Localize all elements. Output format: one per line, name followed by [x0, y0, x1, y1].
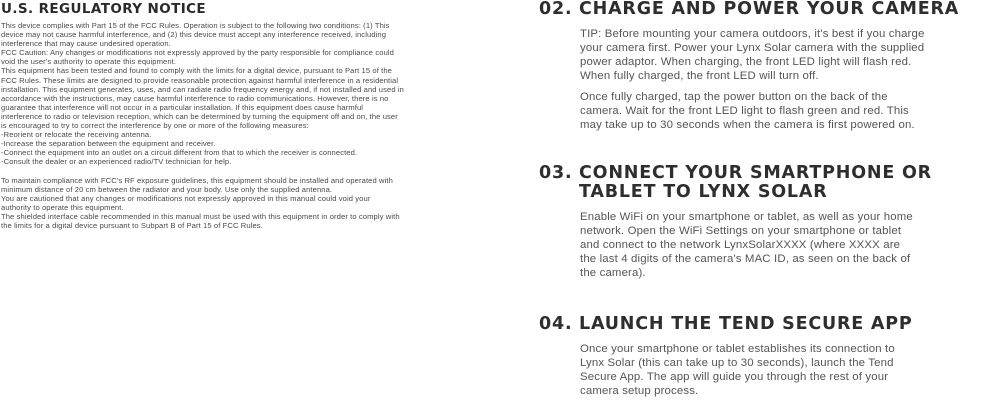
notice-line: The shielded interface cable recommended in this manual must be used with this equipment in order to comply with	[1, 211, 400, 221]
step-heading	[539, 315, 913, 334]
notice-line: is encouraged to try to correct the interference by one or more of the following measures:	[1, 121, 309, 131]
regulatory-notice-body	[1, 21, 471, 230]
step-03	[539, 164, 932, 280]
notice-line: guarantee that interference will not occur in a particular installation. If this equipment does cause harmful	[1, 102, 364, 112]
notice-line: FCC Rules. These limits are designed to provide reasonable protection against harmful interference in a residential	[1, 75, 399, 85]
step-body: TIP: Before mounting your camera outdoors, it's best if you charge your camera first. Power your Lynx Solar camera with the supplied power adaptor. When charging, the front LED light will flash red. When fully charged, the front LED will turn off. Once fully charged, tap the power button on the back of the camera. Wait for the front LED light to flash green and red. This may take up to 30 seconds when the camera is first powered on.	[580, 28, 925, 131]
step-02	[539, 0, 959, 132]
step-title: CONNECT YOUR SMARTPHONE OR TABLET TO LYNX SOLAR	[579, 163, 932, 202]
step-heading	[539, 164, 932, 202]
notice-line: authority to operate this equipment.	[1, 202, 124, 212]
notice-line: This device complies with Part 15 of the FCC Rules. Operation is subject to the following two conditions: (1) This	[1, 21, 390, 30]
step-number: 04.	[539, 314, 573, 334]
notice-line: interference to radio or television reception, which can be determined by turning the equipment off and on, the user	[1, 111, 398, 121]
step-number: 02.	[539, 0, 573, 19]
step-04	[539, 315, 913, 398]
notice-line: device may not cause harmful interference, and (2) this device must accept any interference received, including	[1, 30, 387, 40]
notice-line: installation. This equipment generates, uses, and can radiate radio frequency energy and, if not installed and used in	[1, 84, 404, 94]
step-number: 03.	[539, 163, 573, 183]
notice-measure: -Connect the equipment into an outlet on a circuit different from that to which the receiver is connected.	[1, 148, 358, 158]
notice-line: This equipment has been tested and found to comply with the limits for a digital device, pursuant to Part 15 of the	[1, 66, 392, 76]
notice-line: the limits for a digital device pursuant to Subpart B of Part 15 of FCC Rules.	[1, 220, 263, 230]
step-body: Once your smartphone or tablet establishes its connection to Lynx Solar (this can take up to 30 seconds), launch the Tend Secure App. The app will guide you through the rest of your camera setup process.	[580, 343, 895, 397]
regulatory-notice-title: U.S. REGULATORY NOTICE	[1, 1, 207, 17]
notice-line: To maintain compliance with FCC's RF exposure guidelines, this equipment should be installed and operated with	[1, 175, 393, 185]
notice-line: interference that may cause undesired operation.	[1, 39, 171, 49]
regulatory-notice	[1, 0, 471, 230]
notice-line: accordance with the instructions, may cause harmful interference to radio communications. However, there is no	[1, 93, 389, 103]
step-heading	[539, 0, 959, 19]
notice-measure: -Increase the separation between the equipment and receiver.	[1, 139, 216, 149]
notice-measure: -Reorient or relocate the receiving antenna.	[1, 130, 152, 140]
notice-line: minimum distance of 20 cm between the radiator and your body. Use only the supplied antenna.	[1, 184, 333, 194]
step-title: LAUNCH THE TEND SECURE APP	[579, 314, 913, 334]
notice-line: FCC Caution: Any changes or modifications not expressly approved by the party responsible for compliance could	[1, 48, 394, 58]
notice-line: You are cautioned that any changes or modifications not expressly approved in this manual could void your	[1, 193, 371, 203]
notice-measure: -Consult the dealer or an experienced radio/TV technician for help.	[1, 157, 232, 167]
step-body: Enable WiFi on your smartphone or tablet, as well as your home network. Open the WiFi Settings on your smartphone or tablet and connect to the network LynxSolarXXXX (where XXXX are the last 4 digits of the camera's MAC ID, as seen on the back of the camera).	[580, 211, 913, 279]
notice-line: void the user's authority to operate this equipment.	[1, 57, 177, 67]
step-title: CHARGE AND POWER YOUR CAMERA	[579, 0, 960, 19]
